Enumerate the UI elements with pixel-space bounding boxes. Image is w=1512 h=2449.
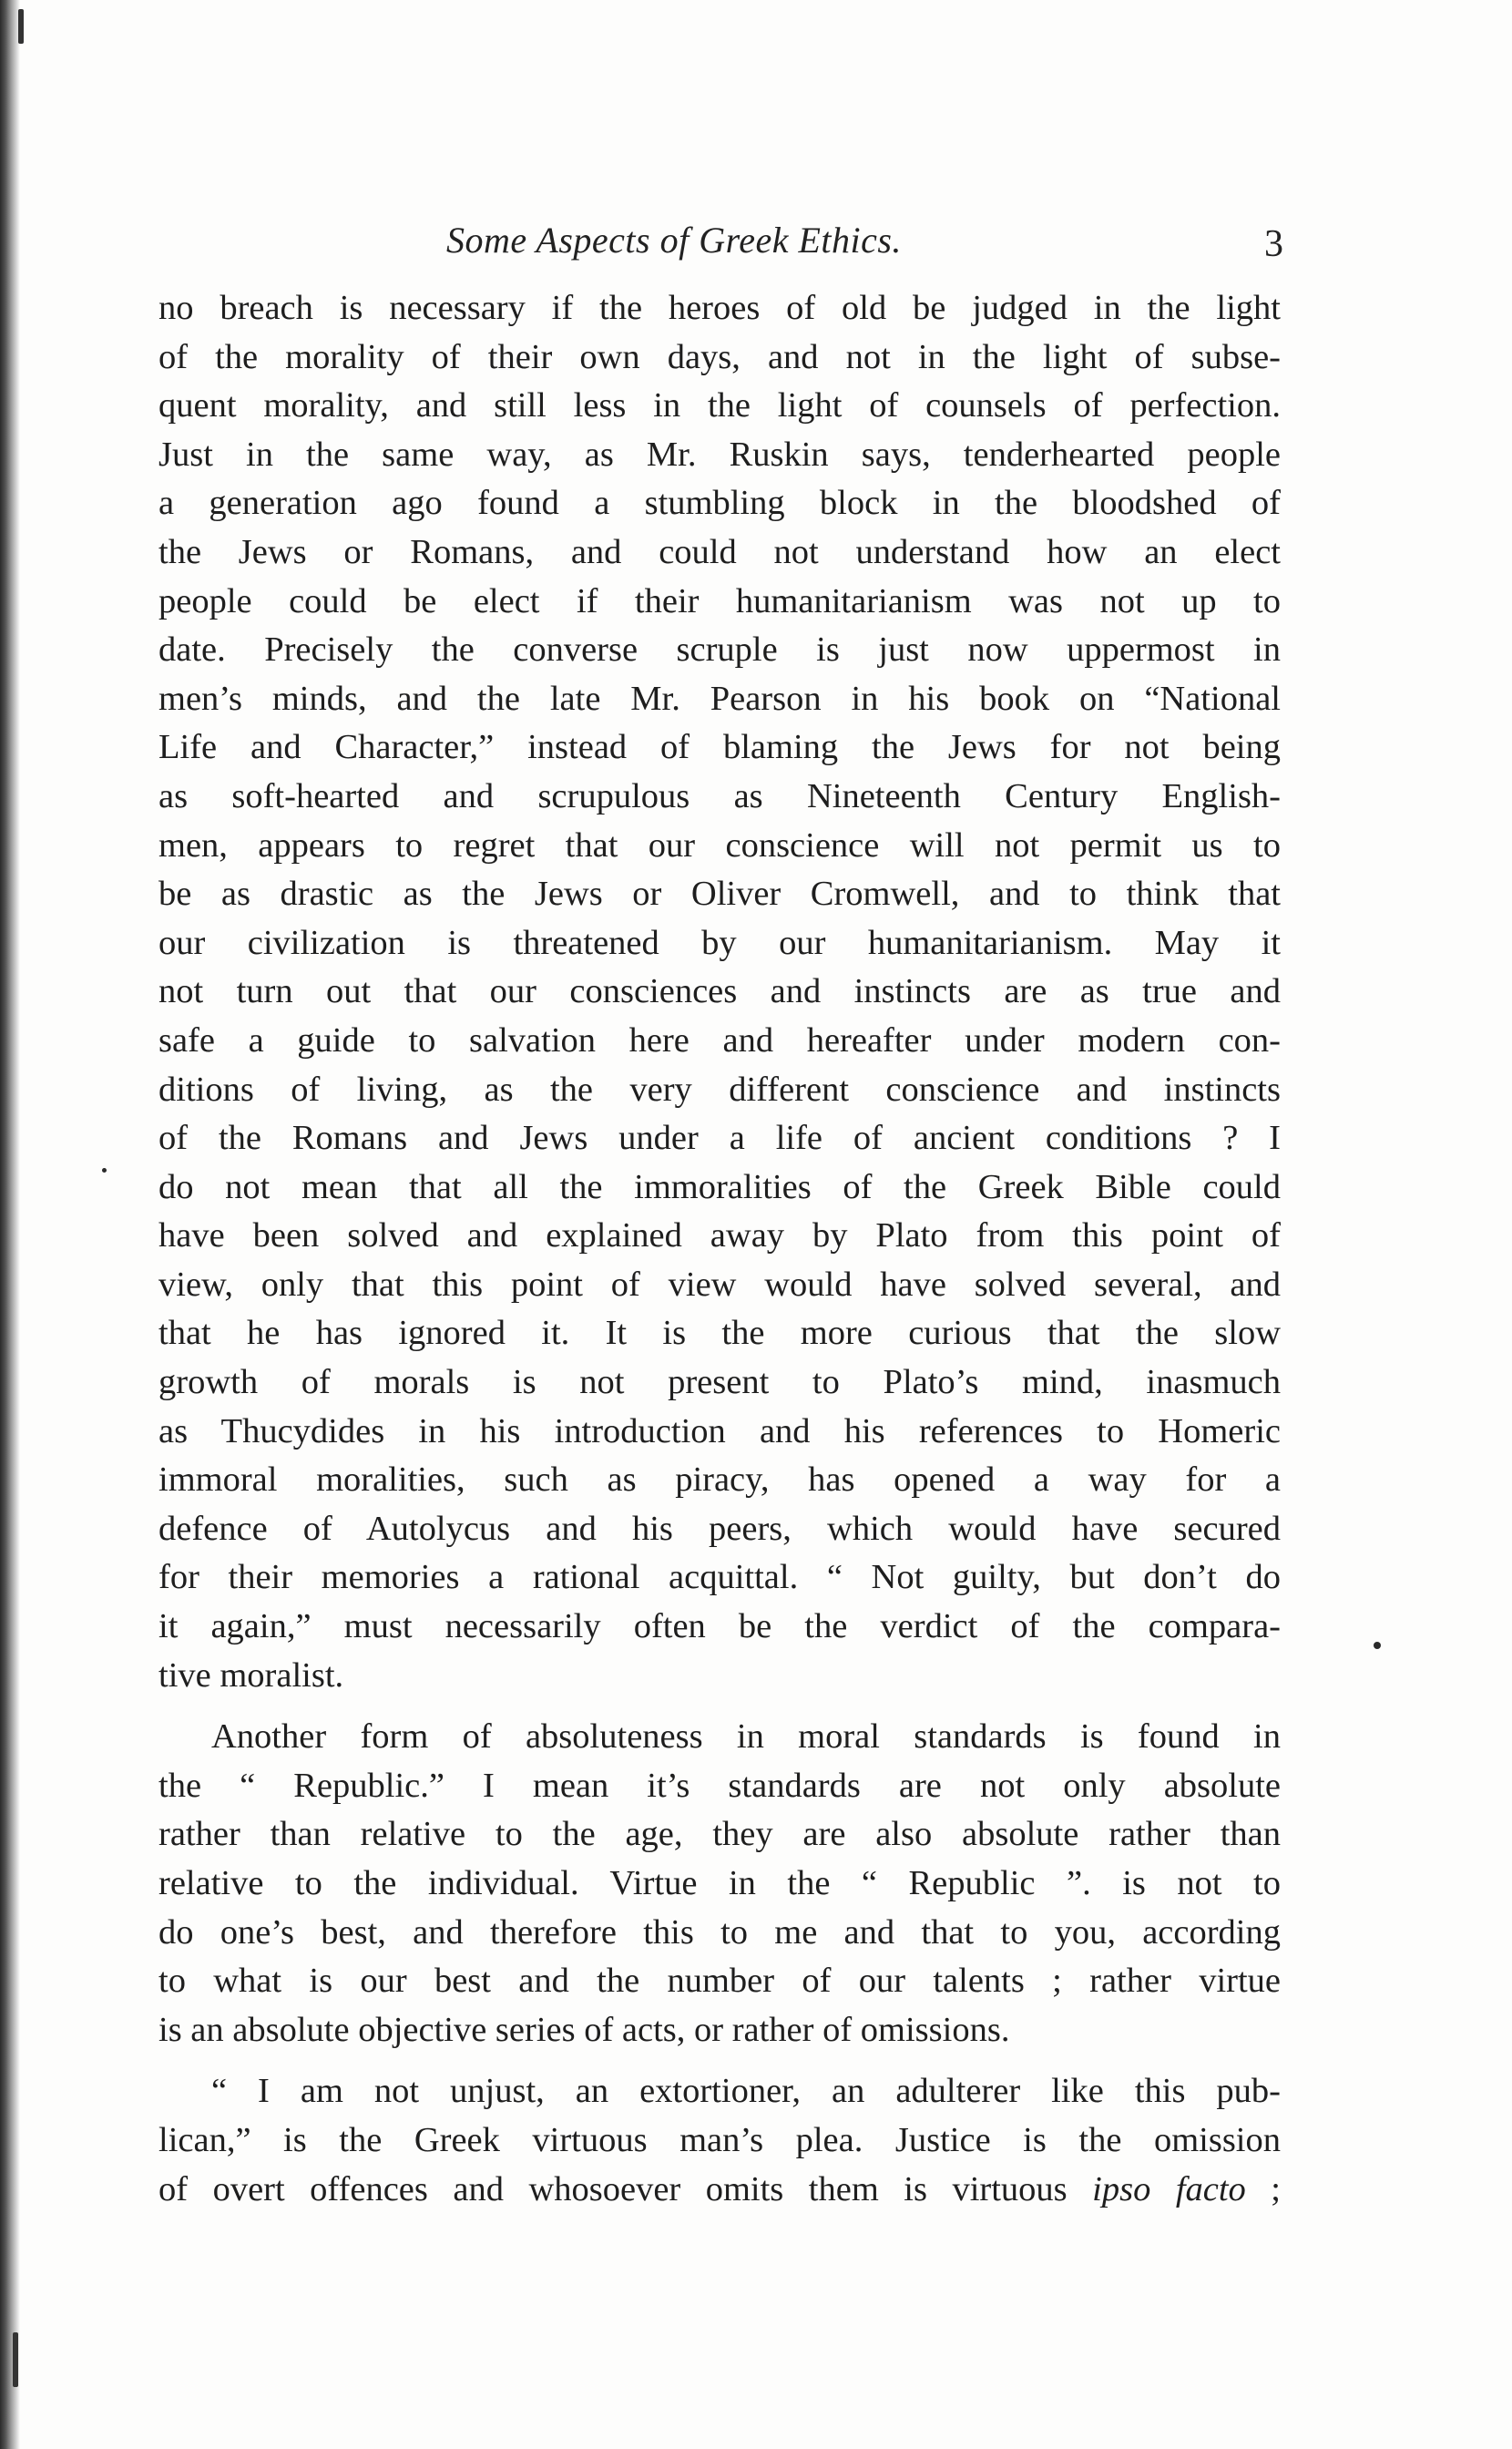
text-line: the “ Republic.” I mean it’s standards are not only absolute [158,1766,1281,1805]
text-line: growth of morals is not present to Plato’s mind, inasmuch [158,1363,1281,1402]
text-line: no breach is necessary if the heroes of old be judged in the light [158,289,1281,327]
text-line: for their memories a rational acquittal. “ Not guilty, but don’t do [158,1558,1281,1597]
text-line: it again,” must necessarily often be the verdict of the compara- [158,1607,1281,1646]
body-text [158,284,1281,2214]
paragraph [158,2067,1281,2214]
text-line: “ I am not unjust, an extortioner, an adulterer like this pub- [211,2072,1281,2111]
binding-edge-speck [13,2332,18,2387]
text-line: safe a guide to salvation here and hereafter under modern con- [158,1020,1281,1060]
text-line: ditions of living, as the very different conscience and instincts [158,1070,1281,1109]
text-line: defence of Autolycus and his peers, which would have secured [158,1509,1281,1548]
text-line: immoral moralities, such as piracy, has opened a way for a [158,1460,1281,1500]
text-line: the Jews or Romans, and could not understand how an elect [158,532,1281,571]
text-line: men, appears to regret that our conscience will not permit us to [158,825,1281,865]
text-line: that he has ignored it. It is the more curious that the slow [158,1314,1281,1353]
text-line: view, only that this point of view would have solved several, and [158,1265,1281,1304]
paragraph-gap [158,2054,1281,2067]
text-line: of the Romans and Jews under a life of ancient conditions ? I [158,1119,1281,1158]
text-line: not turn out that our consciences and instincts are as true and [158,972,1281,1011]
text-line: be as drastic as the Jews or Oliver Cromwell, and to think that [158,875,1281,914]
text-line: of the morality of their own days, and not in the light of subse- [158,337,1281,376]
text-line: our civilization is threatened by our humanitarianism. May it [158,923,1281,962]
text-line: quent morality, and still less in the light of counsels of perfection. [158,386,1281,425]
stray-speck [102,1168,107,1173]
text-line: have been solved and explained away by Plato from this point of [158,1216,1281,1255]
page-number: 3 [1264,223,1283,265]
text-line: date. Precisely the converse scruple is just now uppermost in [158,630,1281,670]
stray-speck [1374,1642,1381,1649]
text-line: Just in the same way, as Mr. Ruskin says, tenderhearted people [158,435,1281,474]
text-line: as Thucydides in his introduction and his references to Homeric [158,1411,1281,1450]
text-line: lican,” is the Greek virtuous man’s plea. Justice is the omission [158,2120,1281,2159]
binding-edge-speck [18,9,24,44]
final-line-tail: ; [1245,2169,1281,2208]
text-line: is an absolute objective series of acts, or rather of omissions. [158,2010,1010,2049]
italic-phrase: ipso facto [1092,2169,1246,2208]
text-line: tive moralist. [158,1655,344,1695]
text-line: Life and Character,” instead of blaming the Jews for not being [158,728,1281,767]
paragraph-gap [158,1700,1281,1713]
text-line: people could be elect if their humanitarianism was not up to [158,581,1281,620]
text-line: a generation ago found a stumbling block in the bloodshed of [158,484,1281,523]
text-line: do not mean that all the immoralities of the Greek Bible could [158,1167,1281,1206]
final-line-text: of overt offences and whosoever omits them is virtuous [158,2169,1093,2208]
text-line: to what is our best and the number of our talents ; rather virtue [158,1962,1281,2001]
paragraph [158,284,1281,1700]
text-line-final [158,2166,1281,2215]
text-line: as soft-hearted and scrupulous as Nineteenth Century English- [158,776,1281,815]
text-line: do one’s best, and therefore this to me and that to you, according [158,1912,1281,1952]
text-line: Another form of absoluteness in moral standards is found in [211,1717,1281,1757]
binding-edge [0,0,20,2449]
paragraph [158,1713,1281,2054]
running-head: Some Aspects of Greek Ethics. [446,220,902,261]
text-line: relative to the individual. Virtue in the “ Republic ”. is not to [158,1864,1281,1902]
text-line: rather than relative to the age, they are also absolute rather than [158,1815,1281,1854]
text-line: men’s minds, and the late Mr. Pearson in his book on “National [158,679,1281,718]
